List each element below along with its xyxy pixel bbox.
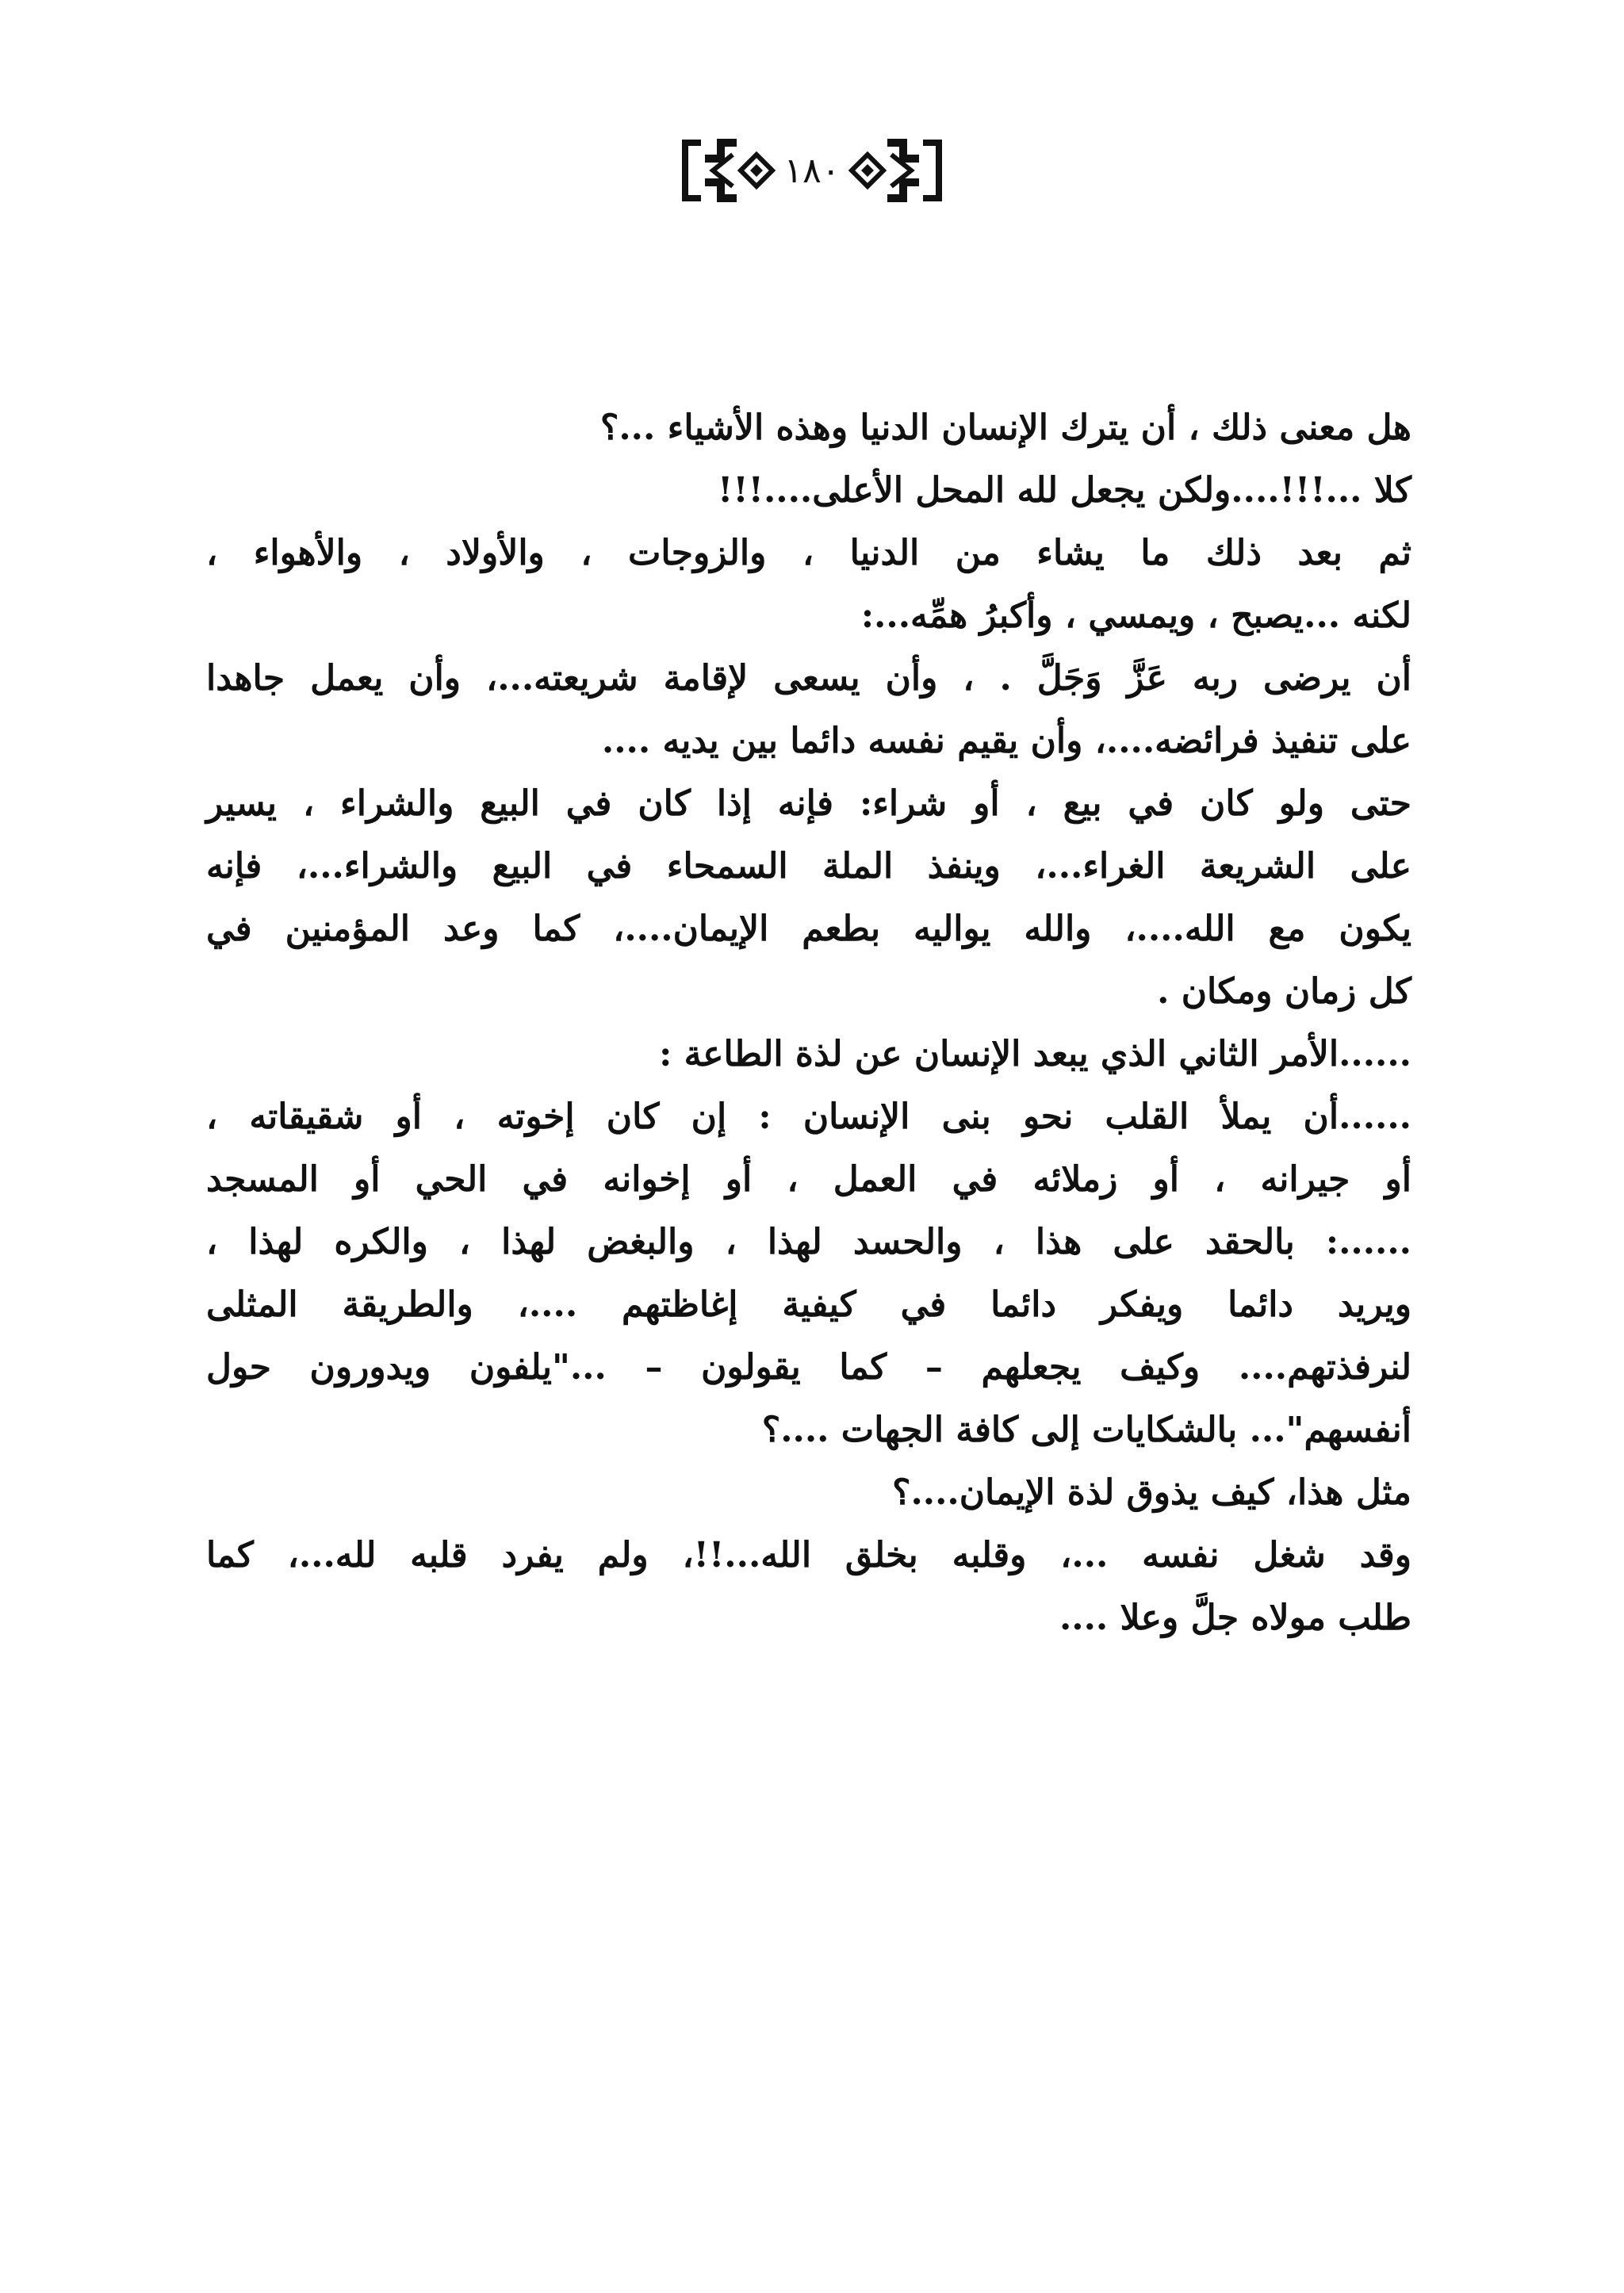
page-number: ١٨٠ bbox=[783, 151, 841, 191]
text-line: مثل هذا، كيف يذوق لذة الإيمان....؟ bbox=[892, 1472, 1411, 1513]
text-line: أو جيرانه ، أو زملائه في العمل ، أو إخوانه في الحي أو المسجد bbox=[206, 1159, 1411, 1200]
ornament-left-icon bbox=[677, 119, 780, 222]
ornament-right-icon bbox=[844, 119, 947, 222]
text-line: حتى ولو كان في بيع ، أو شراء: فإنه إذا كان في البيع والشراء ، يسير bbox=[206, 783, 1411, 824]
text-line: أنفسهم"... بالشكايات إلى كافة الجهات ....؟ bbox=[761, 1410, 1411, 1450]
text-line: لكنه ...يصبح ، ويمسي ، وأكبرُ همِّه...: bbox=[860, 595, 1411, 636]
text-line: ويريد دائما ويفكر دائما في كيفية إغاظتهم ....، والطريقة المثلى bbox=[206, 1284, 1411, 1325]
text-line: طلب مولاه جلَّ وعلا .... bbox=[1059, 1598, 1411, 1638]
text-line: ......الأمر الثاني الذي يبعد الإنسان عن لذة الطاعة : bbox=[659, 1034, 1411, 1074]
text-line: لنرفذتهم.... وكيف يجعلهم – كما يقولون – ..."يلفون ويدورون حول bbox=[206, 1347, 1411, 1388]
text-line: على الشريعة الغراء...، وينفذ الملة السمحاء في البيع والشراء...، فإنه bbox=[206, 846, 1411, 886]
text-line: ثم بعد ذلك ما يشاء من الدنيا ، والزوجات ، والأولاد ، والأهواء ، bbox=[206, 533, 1411, 573]
text-line: هل معنى ذلك ، أن يترك الإنسان الدنيا وهذه الأشياء ...؟ bbox=[600, 408, 1411, 448]
body-text bbox=[206, 396, 1411, 1649]
text-line: على تنفيذ فرائضه....، وأن يقيم نفسه دائما بين يديه .... bbox=[601, 721, 1411, 761]
text-line: كلا ...!!!....ولكن يجعل لله المحل الأعلى....!!! bbox=[718, 470, 1411, 511]
text-line: يكون مع الله....، والله يواليه بطعم الإيمان....، كما وعد المؤمنين في bbox=[206, 909, 1411, 949]
text-line: أن يرضى ربه عَزَّ وَجَلَّ . ، وأن يسعى لإقامة شريعته...، وأن يعمل جاهدا bbox=[206, 658, 1411, 699]
text-line: كل زمان ومكان . bbox=[1157, 971, 1411, 1012]
text-line: ......: بالحقد على هذا ، والحسد لهذا ، والبغض لهذا ، والكره لهذا ، bbox=[206, 1222, 1411, 1262]
page-number-ornament bbox=[677, 119, 947, 222]
text-line: وقد شغل نفسه ...، وقلبه بخلق الله...!!، ولم يفرد قلبه لله...، كما bbox=[206, 1535, 1411, 1575]
page-header bbox=[0, 119, 1624, 222]
text-line: ......أن يملأ القلب نحو بنى الإنسان : إن كان إخوته ، أو شقيقاته ، bbox=[206, 1097, 1411, 1137]
